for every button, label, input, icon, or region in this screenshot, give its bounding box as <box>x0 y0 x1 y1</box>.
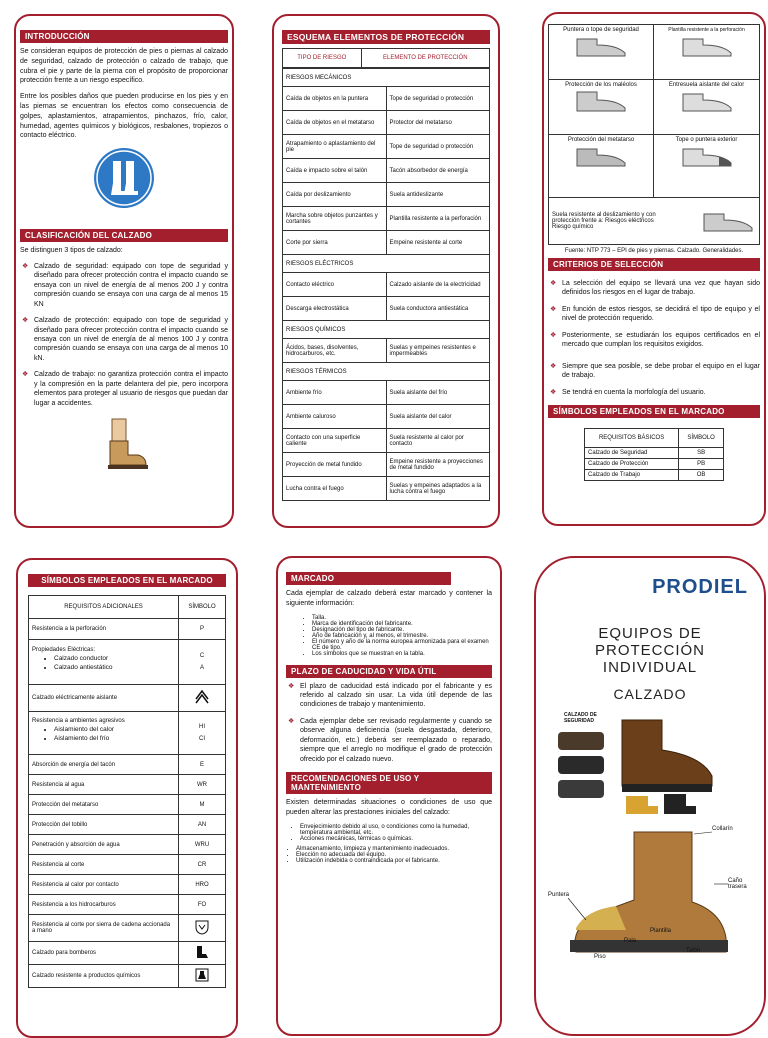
classification-intro: Se distinguen 3 tipos de calzado: <box>20 247 123 255</box>
label-piso: Piso <box>594 954 606 960</box>
symbol-text: HI <box>199 724 205 730</box>
table-row <box>283 429 490 453</box>
marcado-item: • Año de fabricación y, al menos, el trimestre. <box>312 633 492 639</box>
criteria-item: ❖ En función de estos riesgos, se decidirá el tipo de equipo y el nivel de protección requerido. <box>548 305 760 324</box>
scheme-header: ESQUEMA ELEMENTOS DE PROTECCIÓN <box>282 30 490 44</box>
table-row <box>29 965 226 988</box>
shoe-icon <box>573 90 629 112</box>
photo-label: CALZADO DE SEGURIDAD <box>564 712 597 724</box>
plazo-item: ❖ Cada ejemplar debe ser revisado regularmente y cuando se observe alguna deficiencia (suela desgastada, deterioro, deformación, etc.) deberá ser reemplazado o reparado, siempre que el arreglo no modifique el grado de protección ofrecido por el calzado nuevo. <box>286 717 492 764</box>
table-cell: Protección del metatarso <box>29 795 179 815</box>
panel-marking <box>276 556 502 1036</box>
table-cell: E <box>179 755 226 775</box>
marcado-header: MARCADO <box>286 572 451 585</box>
label-pala: Pala <box>624 938 637 944</box>
panel-protection-scheme <box>272 14 500 528</box>
table-cell <box>29 712 179 755</box>
table-row <box>283 183 490 207</box>
chemical-flask-icon <box>195 968 209 982</box>
table-cell: WR <box>179 775 226 795</box>
shoe-icon <box>679 90 735 112</box>
col-requisitos-adicionales: REQUISITOS ADICIONALES <box>29 596 179 619</box>
intro-paragraph-1: Se consideran equipos de protección de pies o piernas al calzado de seguridad, calzado de protección o calzado de trabajo, que cubra el pie y parte de la pierna con el propósito de proporcionar protección frente a un riesgo específico. <box>20 48 228 85</box>
table-cell: Suelas y empeines resistentes e impermeables <box>386 339 490 363</box>
col-elemento-proteccion: ELEMENTO DE PROTECCIÓN <box>361 49 489 68</box>
table-row <box>283 273 490 297</box>
col-tipo-riesgo: TIPO DE RIESGO <box>283 49 362 68</box>
table-row <box>29 942 226 965</box>
table-cell: Caída por deslizamiento <box>283 183 387 207</box>
marcado-item: • Los símbolos que se muestran en la tabla. <box>312 651 492 657</box>
table-cell: Tacón absorbedor de energía <box>386 159 490 183</box>
table-cell: Penetración y absorción de agua <box>29 835 179 855</box>
table-cell: OB <box>679 469 724 480</box>
criteria-item: ❖ La selección del equipo se llevará una vez que hayan sido definidos los riesgos en el lugar de trabajo. <box>548 279 760 298</box>
table-row <box>29 895 226 915</box>
table-cell: Contacto eléctrico <box>283 273 387 297</box>
additional-requirements-table <box>28 595 226 988</box>
insulation-symbol-icon <box>194 689 210 705</box>
shoe-row <box>549 25 760 80</box>
shoe-cell-maleolos <box>549 80 654 135</box>
table-cell: Resistencia a los hidrocarburos <box>29 895 179 915</box>
table-cell <box>179 712 226 755</box>
table-row <box>29 712 226 755</box>
cover-subtitle: CALZADO <box>613 686 687 702</box>
table-cell: Calzado eléctricamente aislante <box>29 685 179 712</box>
criteria-item: ❖ Posteriormente, se estudiarán los equipos certificados en el mercado que cumplan los requisitos exigidos. <box>548 331 760 350</box>
boots-photo-collage <box>552 710 748 820</box>
table-cell: Contacto con una superficie caliente <box>283 429 387 453</box>
table-cell: CR <box>179 855 226 875</box>
list-item: • Aislamiento del frío <box>54 735 175 744</box>
label-collarin: Collarín <box>712 826 733 832</box>
shoe-row <box>549 198 760 245</box>
table-cell: Suela antideslizante <box>386 183 490 207</box>
plazo-header: PLAZO DE CADUCIDAD Y VIDA ÚTIL <box>286 665 492 678</box>
table-row <box>29 685 226 712</box>
table-header-row <box>283 49 490 68</box>
plazo-item: ❖ El plazo de caducidad está indicado por el fabricante y es referido al calzado sin usar. La vida útil depende de las condiciones de trabajo y mantenimiento. <box>286 682 492 710</box>
table-cell <box>179 685 226 712</box>
risk-protection-table <box>282 48 490 68</box>
table-row <box>283 231 490 255</box>
table-cell: Empeine resistente al corte <box>386 231 490 255</box>
shoe-cell-puntera <box>549 25 654 80</box>
list-item: • Calzado antiestático <box>54 664 175 673</box>
table-cell: Resistencia al calor por contacto <box>29 875 179 895</box>
table-row <box>29 835 226 855</box>
table-cell <box>179 640 226 685</box>
table-row <box>29 855 226 875</box>
section-title: RIESGOS QUÍMICOS <box>283 321 490 339</box>
table-row <box>283 453 490 477</box>
table-cell <box>179 915 226 942</box>
col-simbolo: SÍMBOLO <box>679 428 724 447</box>
symbol-text: A <box>199 665 204 671</box>
table-cell: Atrapamiento o aplastamiento del pie <box>283 135 387 159</box>
chainsaw-shield-icon <box>195 919 209 935</box>
cover-title-line-1: EQUIPOS DE <box>598 625 702 642</box>
table-row <box>283 87 490 111</box>
shoe-cell-label: Plantilla resistente a la perforación <box>668 27 745 33</box>
panel-shoe-parts <box>542 12 766 526</box>
recom-item: • Utilización indebida o contraindicada por el fabricante. <box>296 858 492 864</box>
shoe-cell-label: Protección del metatarso <box>567 137 635 143</box>
table-cell: Suela resistente al calor por contacto <box>386 429 490 453</box>
table-row <box>283 207 490 231</box>
table-cell: Calzado de Trabajo <box>585 469 679 480</box>
shoe-cell-label: Protección de los maléolos <box>565 82 637 88</box>
table-header-row <box>29 596 226 619</box>
shoe-cell-suela <box>549 198 760 245</box>
table-cell: Suela aislante del calor <box>386 405 490 429</box>
shoe-row <box>549 135 760 198</box>
label-puntera: Puntera <box>548 892 570 898</box>
table-row <box>29 640 226 685</box>
panel-additional-symbols <box>16 558 238 1038</box>
table-cell: Protector del metatarso <box>386 111 490 135</box>
brand-logo: PRODIEL <box>652 576 748 598</box>
table-row <box>283 405 490 429</box>
section-row <box>283 255 490 273</box>
class-item-proteccion: ❖ Calzado de protección: equipado con tope de seguridad y diseñado para ofrecer protección contra el impacto cuando se ensaya con un nivel de energía de al menos 100 J y contra compresión cuando se ensaya con una carga de al menos 10 kN. <box>20 316 228 363</box>
table-cell: Tope de seguridad o protección <box>386 135 490 159</box>
table-row <box>29 875 226 895</box>
basic-requirements-table <box>584 428 724 481</box>
table-row <box>585 458 724 469</box>
symbols-header: SÍMBOLOS EMPLEADOS EN EL MARCADO <box>548 405 760 418</box>
table-cell: Proyección de metal fundido <box>283 453 387 477</box>
shoe-row <box>549 80 760 135</box>
intro-header: INTRODUCCIÓN <box>20 30 228 43</box>
section-title: RIESGOS TÉRMICOS <box>283 363 490 381</box>
shoe-cell-label: Entresuela aislante del calor <box>668 82 745 88</box>
label-talon: Talón <box>686 948 701 954</box>
list-item: • Calzado conductor <box>54 655 175 664</box>
table-cell: HRO <box>179 875 226 895</box>
section-row <box>283 321 490 339</box>
table-cell <box>179 942 226 965</box>
table-cell: Ambiente frío <box>283 381 387 405</box>
agresivos-title: Resistencia a ambientes agresivos <box>32 718 125 725</box>
electric-title: Propiedades Eléctricas: <box>32 647 96 654</box>
shoe-cell-tope <box>654 135 760 198</box>
safety-boot-sign-icon <box>93 147 155 209</box>
recom-item: • Elección no adecuada del equipo. <box>296 852 492 858</box>
table-cell: Calzado de Seguridad <box>585 447 679 458</box>
recomendaciones-header: RECOMENDACIONES DE USO Y MANTENIMIENTO <box>286 772 492 794</box>
section-title: RIESGOS MECÁNICOS <box>283 69 490 87</box>
marcado-item: • El número y año de la norma europea armonizada para el examen CE de tipo. <box>312 639 492 651</box>
table-row <box>283 297 490 321</box>
table-cell: FO <box>179 895 226 915</box>
shoe-icon <box>679 35 735 57</box>
risk-table-body <box>282 68 490 501</box>
panel-intro <box>14 14 234 528</box>
table-cell: Resistencia al corte <box>29 855 179 875</box>
classification-header: CLASIFICACIÓN DEL CALZADO <box>20 229 228 242</box>
table-row <box>29 775 226 795</box>
table-row <box>283 339 490 363</box>
table-cell: Caída de objetos en el metatarso <box>283 111 387 135</box>
class-item-seguridad: ❖ Calzado de seguridad: equipado con tope de seguridad y diseñado para ofrecer protección contra el impacto cuando se ensaya con un nivel de energía de al menos 200 J y contra compresión cuando se ensaya con una carga de al menos 15 KN <box>20 262 228 309</box>
table-cell: Marcha sobre objetos punzantes y cortantes <box>283 207 387 231</box>
symbol-text: CI <box>199 736 205 742</box>
shoe-parts-grid <box>548 24 760 245</box>
cover-title-line-2: PROTECCIÓN <box>594 642 705 659</box>
criteria-item: ❖ Siempre que sea posible, se debe probar el equipo en el lugar de trabajo. <box>548 362 760 381</box>
cover-title-line-3: INDIVIDUAL <box>602 659 698 676</box>
table-cell: Calzado resistente a productos químicos <box>29 965 179 988</box>
boot-cutaway-diagram <box>544 828 756 968</box>
work-boot-illustration <box>94 415 154 475</box>
table-cell: Calzado aislante de la electricidad <box>386 273 490 297</box>
table-cell: Protección del tobillo <box>29 815 179 835</box>
table-cell: Caída de objetos en la puntera <box>283 87 387 111</box>
table-cell: WRU <box>179 835 226 855</box>
table-header-row <box>585 428 724 447</box>
symbol-text: C <box>199 653 205 659</box>
section-title: RIESGOS ELÉCTRICOS <box>283 255 490 273</box>
table-cell: Caída e impacto sobre el talón <box>283 159 387 183</box>
table-cell: Suelas y empeines adaptados a la lucha contra el fuego <box>386 477 490 501</box>
list-item: • Aislamiento del calor <box>54 726 175 735</box>
table-row <box>283 159 490 183</box>
recom-item: • Acciones mecánicas, térmicas o químicas. <box>300 836 492 842</box>
table-cell: Ambiente caluroso <box>283 405 387 429</box>
col-requisitos-basicos: REQUISITOS BÁSICOS <box>585 428 679 447</box>
marcado-item: • Marca de identificación del fabricante. <box>312 621 492 627</box>
shoe-cell-label: Puntera o tope de seguridad <box>563 27 639 33</box>
label-cano-trasera: Caño trasera <box>728 878 747 890</box>
shoe-cell-label: Tope o puntera exterior <box>675 137 738 143</box>
table-cell: AN <box>179 815 226 835</box>
table-row <box>29 619 226 640</box>
section-row <box>283 69 490 87</box>
shoe-icon <box>679 145 735 167</box>
marcado-item: • Talla. <box>312 615 492 621</box>
boots-photo-image <box>552 710 752 820</box>
section-row <box>283 363 490 381</box>
recom-item: • Almacenamiento, limpieza y mantenimiento inadecuados. <box>296 846 492 852</box>
table-row <box>283 111 490 135</box>
table-cell: M <box>179 795 226 815</box>
table-cell: Absorción de energía del tacón <box>29 755 179 775</box>
panel-cover <box>534 556 766 1036</box>
marcado-intro: Cada ejemplar de calzado deberá estar marcado y contener la siguiente información: <box>286 590 492 607</box>
shoe-icon <box>700 210 756 232</box>
table-cell: Plantilla resistente a la perforación <box>386 207 490 231</box>
table-cell: Resistencia al corte por sierra de cadena accionada a mano <box>29 915 179 942</box>
table-row <box>29 815 226 835</box>
table-cell: Resistencia al agua <box>29 775 179 795</box>
table-row <box>283 381 490 405</box>
table-row <box>283 135 490 159</box>
table-row <box>283 477 490 501</box>
table-cell: Suela aislante del frío <box>386 381 490 405</box>
shoe-cell-metatarso <box>549 135 654 198</box>
table-cell: Corte por sierra <box>283 231 387 255</box>
shoe-icon <box>573 145 629 167</box>
table-cell: Ácidos, bases, disolventes, hidrocarburos, etc. <box>283 339 387 363</box>
table-cell: Resistencia a la perforación <box>29 619 179 640</box>
additional-rows <box>29 755 226 915</box>
shoe-cell-plantilla <box>654 25 760 80</box>
table-cell: Suela conductora antiestática <box>386 297 490 321</box>
table-row <box>585 469 724 480</box>
col-simbolo: SÍMBOLO <box>179 596 226 619</box>
intro-paragraph-2: Entre los posibles daños que pueden producirse en los pies y en las piernas se encuentran los efectos como consecuencia de golpes, aplastamientos, atrapamientos, pinchazos, frío, calor, humedad, agentes químicos y biológicos, resbalones, tropiezos o contacto eléctrico. <box>20 93 228 140</box>
table-cell: Calzado para bomberos <box>29 942 179 965</box>
recomendaciones-intro: Existen determinadas situaciones o condiciones de uso que pueden alterar las prestaciones iniciales del calzado: <box>286 799 492 816</box>
additional-symbols-header: SÍMBOLOS EMPLEADOS EN EL MARCADO <box>28 574 226 587</box>
table-row <box>29 755 226 775</box>
firefighter-boot-icon <box>194 944 210 960</box>
table-row <box>29 795 226 815</box>
boot-cutaway-image <box>544 828 758 968</box>
recom-item: • Envejecimiento debido al uso, o condiciones como la humedad, temperatura ambiental, etc. <box>300 824 492 836</box>
table-cell: Lucha contra el fuego <box>283 477 387 501</box>
source-note: Fuente: NTP 773 – EPI de pies y piernas. Calzado. Generalidades. <box>564 248 744 254</box>
table-cell <box>179 965 226 988</box>
criteria-item: ❖ Se tendrá en cuenta la morfología del usuario. <box>548 388 760 397</box>
table-cell: Descarga electrostática <box>283 297 387 321</box>
table-cell: Tope de seguridad o protección <box>386 87 490 111</box>
shoe-icon <box>573 35 629 57</box>
table-cell <box>29 640 179 685</box>
table-row <box>29 915 226 942</box>
criteria-header: CRITERIOS DE SELECCIÓN <box>548 258 760 271</box>
table-cell: SB <box>679 447 724 458</box>
table-cell: PB <box>679 458 724 469</box>
table-row <box>585 447 724 458</box>
label-plantilla: Plantilla <box>650 928 672 934</box>
table-cell: P <box>179 619 226 640</box>
shoe-cell-entresuela <box>654 80 760 135</box>
shoe-cell-label: Suela resistente al deslizamiento y con protección frente a: Riesgos eléctricos Riesgo químico <box>552 212 656 230</box>
table-cell: Calzado de Protección <box>585 458 679 469</box>
class-item-trabajo: ❖ Calzado de trabajo: no garantiza protección contra el impacto y la compresión en la parte delantera del pie, pero incorpora elementos para proteger al usuario de riesgos que puedan dar lugar a accidentes. <box>20 370 228 408</box>
marcado-item: • Designación del tipo de fabricante. <box>312 627 492 633</box>
table-cell: Empeine resistente a proyecciones de metal fundido <box>386 453 490 477</box>
